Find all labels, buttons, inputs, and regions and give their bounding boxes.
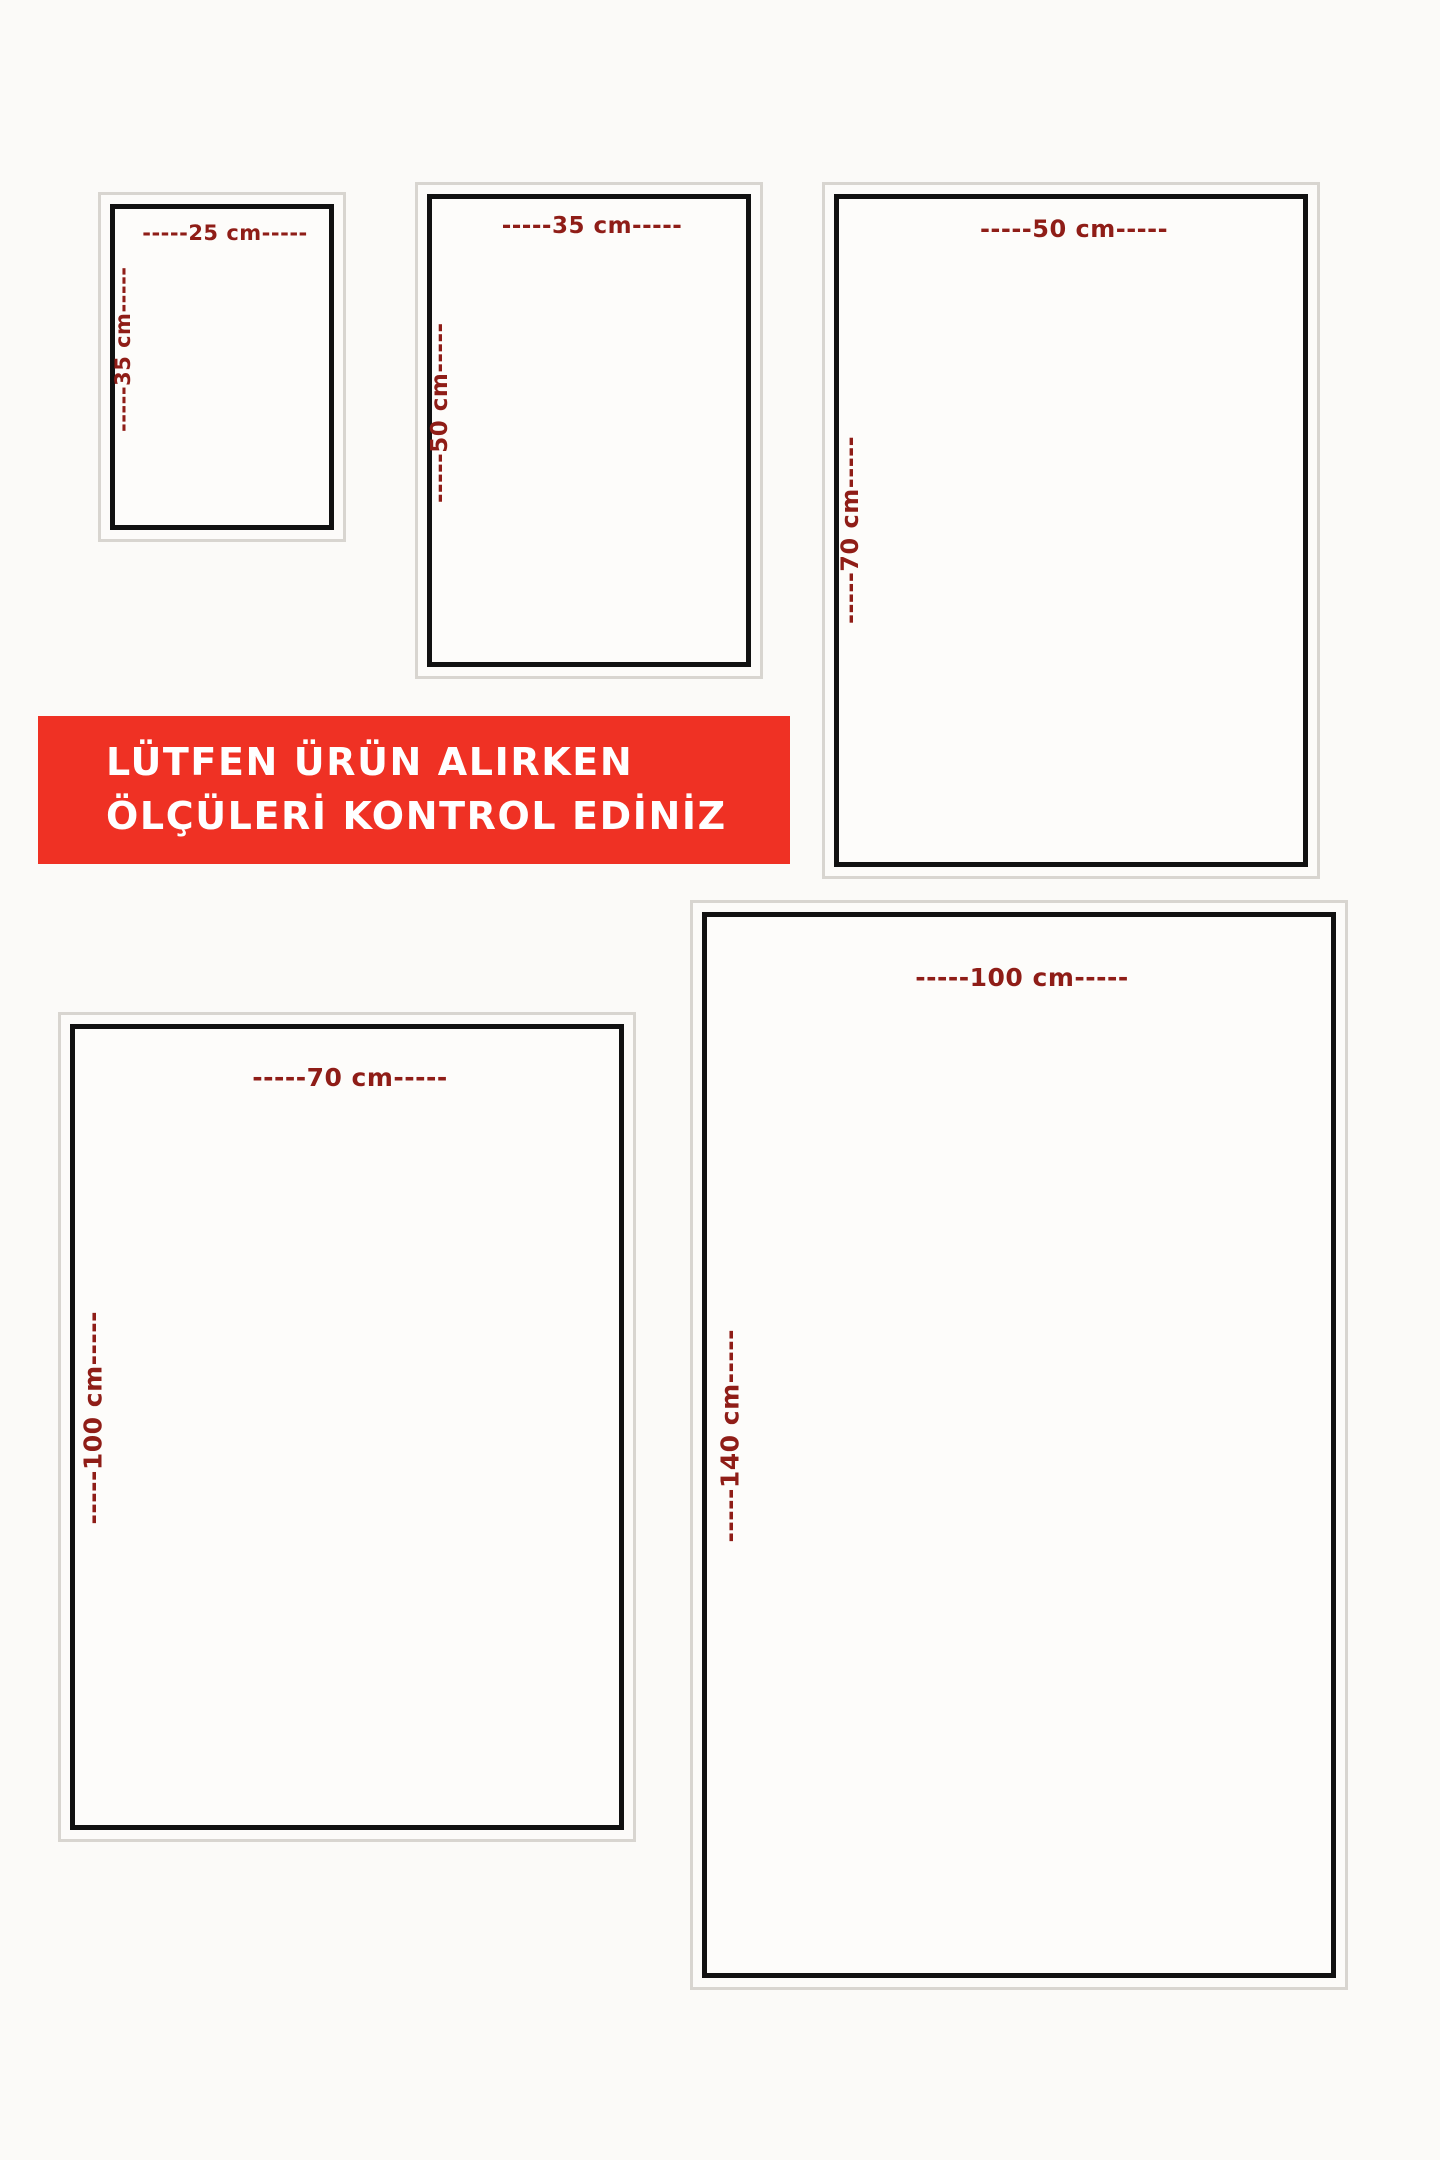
frame-100x140 [690, 900, 1348, 1990]
frame-25x35-width-label: -----25 cm----- [142, 221, 308, 245]
frame-25x35 [98, 192, 346, 542]
frame-100x140-height-label: -----140 cm----- [715, 1328, 745, 1543]
frame-70x100-height-label: -----100 cm----- [78, 1310, 108, 1525]
warning-line-2: ÖLÇÜLERİ KONTROL EDİNİZ [106, 794, 727, 838]
warning-line-1: LÜTFEN ÜRÜN ALIRKEN [106, 740, 634, 785]
frame-35x50 [415, 182, 763, 679]
warning-banner [38, 716, 790, 864]
frame-25x35-height-label: -----35 cm----- [111, 266, 135, 432]
frame-35x50-height-label: -----50 cm----- [427, 322, 453, 503]
frame-100x140-width-label: -----100 cm----- [915, 963, 1129, 992]
frame-50x70-width-label: -----50 cm----- [979, 215, 1169, 243]
frame-50x70 [822, 182, 1320, 879]
frame-70x100 [58, 1012, 636, 1842]
frame-70x100-width-label: -----70 cm----- [252, 1063, 448, 1092]
frame-35x50-width-label: -----35 cm----- [501, 213, 683, 239]
frame-50x70-height-label: -----70 cm----- [836, 435, 864, 624]
